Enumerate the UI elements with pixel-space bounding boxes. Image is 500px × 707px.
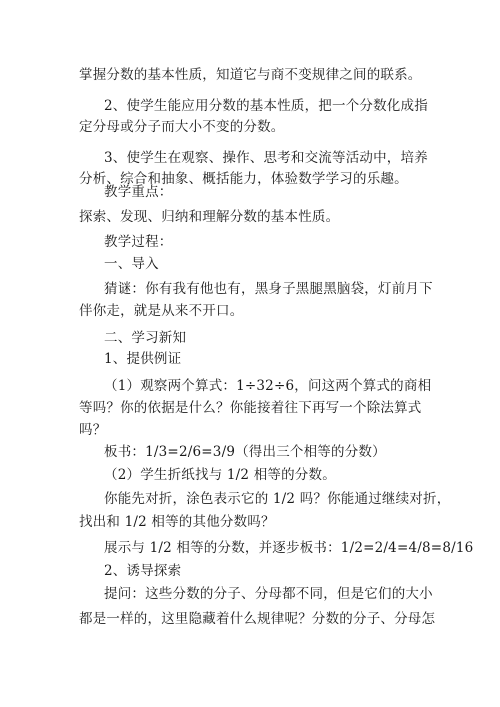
text-line: 掌握分数的基本性质，知道它与商不变规律之间的联系。 [79, 67, 422, 83]
text-line: 都是一样的，这里隐藏着什么规律呢？分数的分子、分母怎 [79, 611, 436, 627]
subheading-examples: 1、提供例证 [104, 351, 182, 367]
objective-2-line: 2、使学生能应用分数的基本性质，把一个分数化成指 [104, 98, 428, 114]
text-line: 定分母或分子而大小不变的分数。 [79, 119, 285, 135]
objective-3-line: 3、使学生在观察、操作、思考和交流等活动中，培养 [104, 150, 428, 166]
section-heading-key-points: 教学重点： [104, 184, 173, 200]
text-line: （1）观察两个算式：1÷32÷6，问这两个算式的商相 [104, 378, 432, 394]
text-line: 找出和 1/2 相等的其他分数吗？ [79, 514, 275, 530]
section-heading-intro: 一、导入 [104, 256, 159, 272]
text-line: （2）学生折纸找与 1/2 相等的分数。 [104, 467, 336, 483]
riddle-line: 猜谜：你有我有他也有，黑身子黑腿黑脑袋，灯前月下 [104, 281, 433, 297]
text-line: 探索、发现、归纳和理解分数的基本性质。 [79, 209, 340, 225]
section-heading-new-knowledge: 二、学习新知 [104, 330, 187, 346]
board-writing-line: 板书：1/3=2/6=3/9（得出三个相等的分数） [104, 444, 386, 460]
text-line: 吗？ [79, 422, 107, 438]
question-line: 提问：这些分数的分子、分母都不同，但是它们的大小 [104, 586, 433, 602]
text-line: 你能先对折，涂色表示它的 1/2 吗？你能通过继续对折， [104, 491, 451, 507]
text-line: 等吗？你的依据是什么？你能接着往下再写一个除法算式 [79, 400, 422, 416]
subheading-guided-exploration: 2、诱导探索 [104, 563, 182, 579]
text-line: 展示与 1/2 相等的分数，并逐步板书：1/2=2/4=4/8=8/16 [104, 540, 474, 556]
text-line: 分析、综合和抽象、概括能力，体验数学学习的乐趣。 [79, 171, 408, 187]
text-line: 伴你走，就是从来不开口。 [79, 303, 244, 319]
section-heading-process: 教学过程： [104, 234, 173, 250]
